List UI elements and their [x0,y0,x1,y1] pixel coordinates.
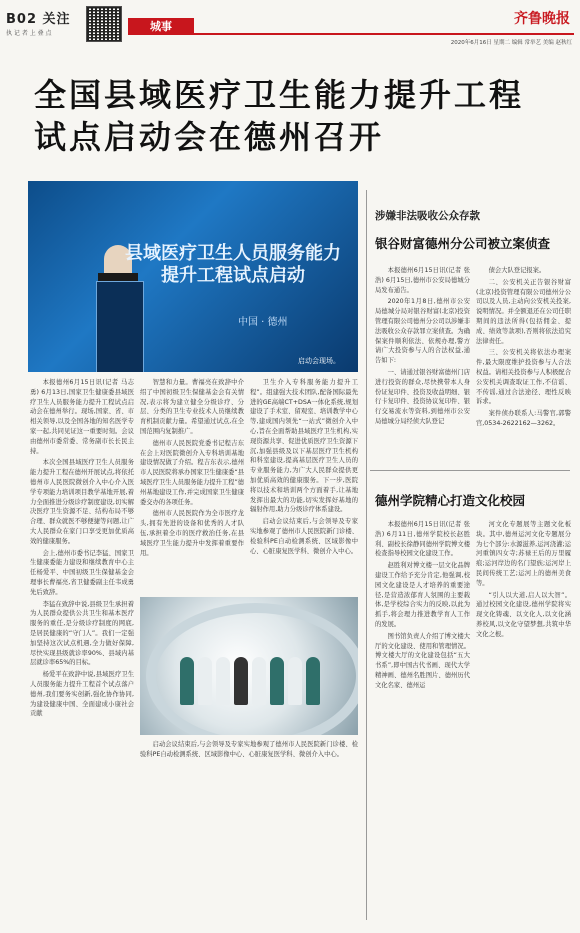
paragraph: 河文化专题展等主题文化板块。其中,德州运河文化专题展分为七个部分:水源滋养,运河浇灌;运河重镇四女寺;苏禄王后的万里履痕;运河岸边的名门望族;运河岸上民间传统工艺;运河上的德州美食等。 [476,521,571,587]
paragraph: 2020年1月8日,德州市公安局德城分局对银谷财富(北京)投资管理有限公司德州分公司以涉嫌非法吸收公众存款罪立案侦查。为确保案件顺利依法、依规办理,警方请广大投资参与人的合法权益,通告如下: [375,298,470,365]
brand-logo: 齐鲁晚报 [514,11,570,27]
paragraph: 启动会议结束后,与会领导及专家实地参观了德州市人民医院新门诊楼、检验科PE自动检测系统、区域影像中心、心脏康复医学科、微创介入中心。 [140,741,358,758]
paragraph: 会上,德州市委书记李猛、国家卫生健康委能力建设和继续教育中心主任杨爱平、中国初级卫生保健基金会理事长曹福亮,省卫健委副主任韦成勇先后致辞。 [30,549,134,596]
paragraph: 杨爱平在致辞中说,县域医疗卫生人员服务能力提升工程首个试点落户德州,我们要务实创新,强化协作协同,为建设健康中国、全面建成小康社会贡献 [30,671,134,718]
page-header [0,0,580,46]
paragraph: 本次全国县域医疗卫生人员服务能力提升工程在德州开展试点,将依托德州市人民医院微创介入中心介入医学专项能力培训项目教学基地开展,着力全面推进分级诊疗制度建设,切实解决医疗卫生资源不足、结构布局不够合理、群众就医不够便捷等问题,让广大人民群众在家门口享受更加优质高效的健康服务。 [30,459,134,545]
paragraph: 本报德州6月15日讯(记者 张浩) 6月11日,德州学院校长赵胜利、副校长徐静同德州学院博文楼检查指导校园文化建设工作。 [375,521,470,558]
qr-code-icon [86,6,122,42]
person-figure [306,657,320,705]
paragraph: “引人以大道,启人以大智”。通过校园文化建设,德州学院将实现文化铸魂、以文化人,以文化涵养校风,以文化守望梦想,共筑中华文化之根。 [476,591,571,638]
paragraph: 图书馆负责人介绍了博文楼大厅的文化建设、使用和管理情况。博文楼大厅的文化建设包括“五大书系”,即中国古代书画、现代大学精神画、德州名胜图片、德州历代文化名家、德州运 [375,632,470,689]
article1-col2 [140,378,244,593]
paragraph: 德州市人民医院作为全市医疗龙头,拥有先进的设备和优秀的人才队伍,承担着全市的医疗救治任务,在县域医疗卫生能力提升中发挥着重要作用。 [140,510,244,557]
news3-col1 [375,520,470,920]
banner-location: 中国 · 德州 [238,317,288,328]
news2-title: 银谷财富德州分公司被立案侦查 [375,236,551,251]
news2-col2 [476,266,571,466]
person-figure [252,657,266,705]
paragraph: 本报德州6月15日讯(记者 马志勇) 6月13日,国家卫生健康委县域医疗卫生人员服务能力提升工程试点启动会在德州举行。现场,国家、省、市相关领导,以及全国各地的知名医学专家一起,共同见证这一重要时刻。会议由德州市委常委、常务副市长长民主持。 [30,379,134,455]
news3-title: 德州学院精心打造文化校园 [375,493,526,508]
main-headline: 全国县域医疗卫生能力提升工程试点启动会在德州召开 [34,76,525,156]
paragraph: 一、请通过银谷财富德州门店进行投资的群众,尽快携带本人身份证复印件、投资及收益明细、银行卡复印件、投资协议复印件、银行交易流水等资料,到德州市公安局德城分局经侦大队登记 [375,368,470,425]
person-figure [288,657,302,705]
person-figure [234,657,248,705]
paragraph: 案件侦办联系人:马警官,郭警官,0534-2622162—3262。 [476,410,571,427]
column-divider [366,190,367,920]
news2-subtitle: 涉嫌非法吸收公众存款 [375,210,480,222]
person-figure [180,657,194,705]
paragraph: 本报德州6月15日讯(记者 张浩) 6月15日,德州市公安局德城分局发布通告。 [375,267,470,294]
paragraph: 启动会议结束后,与会领导及专家实地参观了德州市人民医院新门诊楼、检验科PE自动检测系统、区域影像中心、心脏康复医学科、微创介入中心。 [250,518,358,555]
site-visit-photo [140,597,358,735]
paragraph: 李猛在致辞中说,县级卫生承担着为人民群众提供公共卫生和基本医疗服务的重任,是分级诊疗制度的网底,是居民健康的“守门人”。我们一定强加坚持这次试点机遇,全力做好保障,尽快实现县级就诊率90%、县域内基层就诊率65%的目标。 [30,600,134,667]
banner-title: 县域医疗卫生人员服务能力提升工程试点启动 [125,243,341,286]
news3-col2 [476,520,571,920]
paragraph: 德州市人民医院党委书记程吉东在会上对医院微创介入专科培训基地建设情况做了介绍。程吉东表示,德州市人民医院将承办国家卫生健康委“县域医疗卫生人员服务能力提升工程”德州基地建设工作,并完成国家卫生健康委交办的各项任务。 [140,439,244,506]
photo-caption: 启动会现场。 [298,357,340,365]
section-tag: 城事 [128,18,194,35]
article1-col3 [250,378,358,593]
person-figure [270,657,284,705]
paragraph: 赵胜利对博文楼一层文化品牌建设工作给予充分肯定,他强调,校园文化建设是人才培养的重要途径,是营造浓郁育人氛围的主要载体,是学校综合实力的反映,以此为抓手,将会理力推进教学育人工作的发展。 [375,562,470,628]
page-number: B02 关注 [6,12,71,27]
launch-ceremony-photo [28,181,358,372]
article1-continued [140,740,358,920]
header-rule [194,33,574,35]
paragraph: 债会大队登记报案。 [488,267,546,274]
section-divider [370,470,570,471]
article1-col1 [30,378,134,918]
date-editor-info: 2020年6月16日 星期二 编辑 常举艺 美编 赵秋红 [450,40,572,46]
podium [96,281,144,372]
editor-line: 执 记 者 上 叠 点 [6,30,52,37]
paragraph: 智慧和力量。曹福亮在致辞中介绍了中国初级卫生保健基金会有关情况,表示将为建立健全分级诊疗、分层、分类的卫生专业技术人员继续教育机制贡献力量。希望通过试点,在全国范围内复制推广。 [140,379,244,435]
news2-col1 [375,266,470,466]
paragraph: 二、公安机关正告银谷财富(北京)投资管理有限公司德州分公司以及人员,主动向公安机关投案,说明情况。并全额退还在公司任职期间的违法所得(包括佣金、提成、绩效等款项),否则将依法追究法律责任。 [476,278,571,345]
visitor-group [180,635,330,705]
paragraph: 卫生介入专科服务能力提升工程”。组建强大技术团队,配备国际最先进的GE高端CT+DSA一体化系统,规划建设了手术室、留观室、培训教学中心等,建成国内领先“一站式”微创介入中心,旨在全面帮助县域医疗卫生机构,实现资源共享、促进优质医疗卫生资源下沉,加强县级及以下基层医疗卫生机构和科室建设,提高基层医疗卫生人员的专业服务能力,为广大人民群众提供更加优质高效的健康服务。下一步,医院将以技术和培训两个方面着手,让基地发挥出最大的功能,切实发挥好基地的辐射作用,助力分级诊疗体系建设。 [250,379,358,514]
person-figure [198,657,212,705]
person-figure [216,657,230,705]
paragraph: 三、公安机关将依法办理案件,最大限度维护投资参与人合法权益。请相关投资参与人积极配合公安机关调查取证工作,不信谣、不传谣,通过合法途径、理性反映诉求。 [476,349,571,406]
